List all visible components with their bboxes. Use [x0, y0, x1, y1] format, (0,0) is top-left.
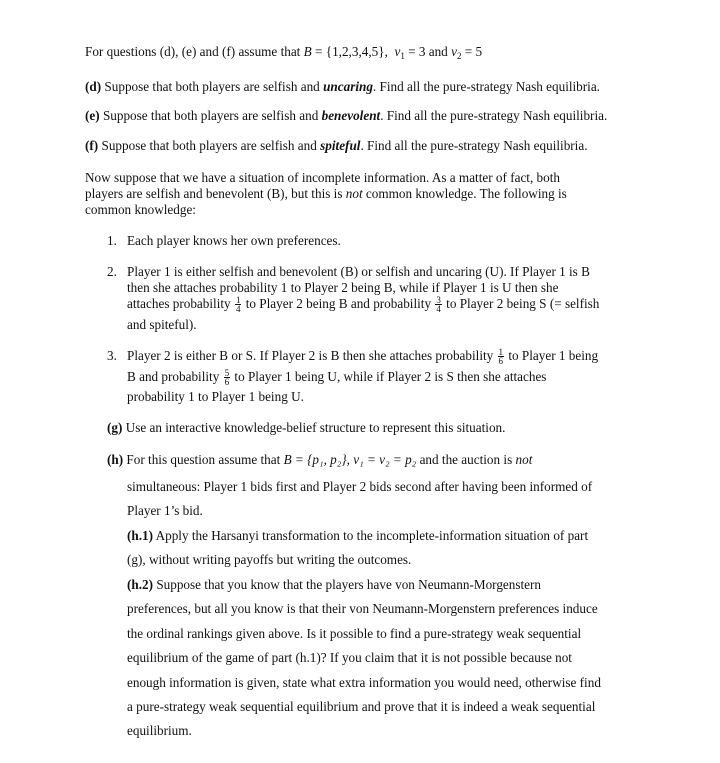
question-h1-line-1: (h.1) Apply the Harsanyi transformation to the incomplete-information situation of part [127, 528, 589, 543]
question-h2-line-6: a pure-strategy weak sequential equilibrium and prove that it is indeed a weak sequential [127, 699, 596, 714]
v1-value: 3 [418, 44, 426, 59]
question-f: (f) Suppose that both players are selfish and spiteful. Find all the pure-strategy Nash equilibria. [85, 138, 588, 153]
list-item-2-line-4: and spiteful). [127, 317, 197, 332]
question-h-line-3: Player 1’s bid. [127, 503, 203, 518]
fraction: $\frac{5}{6}$ [224, 368, 230, 388]
set-symbol: B [303, 44, 312, 59]
question-h2-line-5: enough information is given, state what extra information you would need, otherwise find [127, 675, 601, 690]
fraction: $\frac{3}{4}$ [436, 295, 441, 315]
list-item-2-line-3: attaches probability $\frac{1}{4}$ to Player 2 being B and probability $\frac{3}{4}$ to Player 2 being S (= selfish [127, 295, 600, 315]
question-h2-line-4: equilibrium of the game of part (h.1)? If you claim that it is not possible because not [127, 650, 572, 665]
list-item-2-line-1: Player 1 is either selfish and benevolent (B) or selfish and uncaring (U). If Player 1 is B [127, 264, 590, 279]
paragraph-line-2: players are selfish and benevolent (B), but this is not common knowledge. The following is [85, 186, 567, 201]
question-h2-line-7: equilibrium. [127, 723, 192, 738]
set-values: {1,2,3,4,5} [325, 44, 385, 59]
list-item-number: 3. [107, 348, 117, 363]
question-d: (d) Suppose that both players are selfish and uncaring. Find all the pure-strategy Nash equilibria. [85, 79, 600, 94]
paragraph-line-1: Now suppose that we have a situation of incomplete information. As a matter of fact, both [85, 170, 560, 185]
fraction: $\frac{1}{6}$ [498, 347, 504, 367]
fraction: $\frac{1}{4}$ [235, 295, 241, 315]
question-h2-line-1: (h.2) Suppose that you know that the players have von Neumann-Morgenstern [127, 577, 541, 592]
list-item-number: 1. [107, 233, 117, 248]
list-item-2-line-2: then she attaches probability 1 to Player 2 being B, while if Player 1 is U then she [127, 280, 559, 295]
question-e: (e) Suppose that both players are selfish and benevolent. Find all the pure-strategy Nash equilibria. [85, 108, 608, 123]
list-item-number: 2. [107, 264, 117, 279]
question-h2-line-2: preferences, but all you know is that their von Neumann-Morgenstern preferences induce [127, 601, 598, 616]
question-h-line-2: simultaneous: Player 1 bids first and Player 2 bids second after having been informed of [127, 479, 593, 494]
paragraph-line-3: common knowledge: [85, 202, 196, 217]
list-item-3-line-1: Player 2 is either B or S. If Player 2 is B then she attaches probability $\frac{1}{6}$ to Player 1 being [127, 347, 599, 367]
question-h2-line-3: the ordinal rankings given above. Is it possible to find a pure-strategy weak sequential [127, 626, 582, 641]
question-h1-line-2: (g), without writing payoffs but writing the outcomes. [127, 552, 412, 567]
list-item-3-line-3: probability 1 to Player 1 being U. [127, 389, 304, 404]
intro-line: For questions (d), (e) and (f) assume that B = {1,2,3,4,5}, $v_1 = 3$ and $v_2 = 5$ [85, 44, 483, 61]
auction-set: B = {p₁, p₂}, v₁ = v₂ = p₂ [283, 452, 417, 467]
v2-value: 5 [475, 44, 483, 59]
question-g: (g) Use an interactive knowledge-belief structure to represent this situation. [107, 420, 506, 435]
list-item-1: Each player knows her own preferences. [127, 233, 341, 248]
question-h-line-1: (h) For this question assume that B = {p₁, p₂}, v₁ = v₂ = p₂ and the auction is not [107, 452, 533, 467]
list-item-3-line-2: B and probability $\frac{5}{6}$ to Player 1 being U, while if Player 2 is S then she attaches [127, 368, 547, 388]
